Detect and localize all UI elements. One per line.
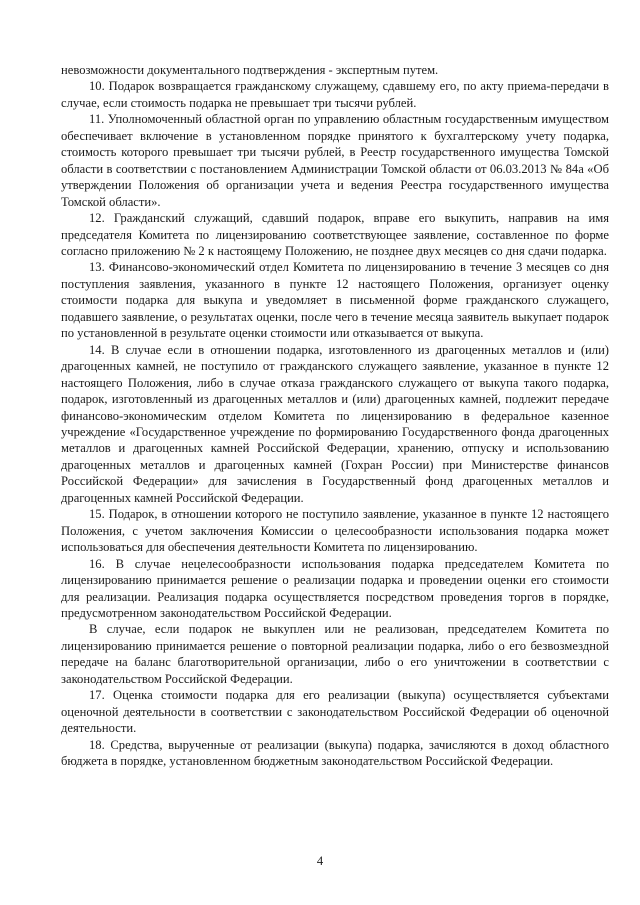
- page-number: 4: [316, 854, 324, 868]
- paragraph-11: 11. Уполномоченный областной орган по управлению областным государственным имуществом обеспечивает включение в установленном порядке принятого к бухгалтерскому учету подарка, стоимость которого превышает три тысячи рублей, в Реестр государственного имущества Томской области в соответствии с постановлением Администрации Томской области от 06.03.2013 № 84а «Об утверждении Положения об организации учета и ведения Реестра государственного имущества Томской области».: [61, 112, 609, 209]
- paragraph-continuation: невозможности документального подтверждения - экспертным путем.: [61, 63, 439, 77]
- paragraph-12: 12. Гражданский служащий, сдавший подарок, вправе его выкупить, направив на имя председателя Комитета по лицензированию соответствующее заявление, составленное по форме согласно приложению № 2 к настоящему Положению, не позднее двух месяцев со дня сдачи подарка.: [61, 211, 609, 258]
- paragraph-13: 13. Финансово-экономический отдел Комитета по лицензированию в течение 3 месяцев со дня поступления заявления, указанного в пункте 12 настоящего Положения, организует оценку стоимости подарка для выкупа и уведомляет в письменной форме гражданского служащего, подавшего заявление, о результатах оценки, после чего в течение месяца заявитель выкупает подарок по установленной в результате оценки стоимости или отказывается от выкупа.: [61, 260, 609, 341]
- document-page: [61, 62, 609, 769]
- paragraph-10: 10. Подарок возвращается гражданскому служащему, сдавшему его, по акту приема-передачи в случае, если стоимость подарка не превышает три тысячи рублей.: [61, 79, 609, 110]
- paragraph-14: 14. В случае если в отношении подарка, изготовленного из драгоценных металлов и (или) драгоценных камней, не поступило от гражданского служащего заявление, указанное в пункте 12 настоящего Положения, либо в случае отказа гражданского служащего от выкупа такого подарка, подарок, изготовленный из драгоценных металлов и (или) драгоценных камней, подлежит передаче финансово-экономическим отделом Комитета по лицензированию в федеральное казенное учреждение «Государственное учреждение по формированию Государственного фонда драгоценных металлов и драгоценных камней Российской Федерации, хранению, отпуску и использованию драгоценных металлов и драгоценных камней (Гохран России) при Министерстве финансов Российской Федерации» для зачисления в Государственный фонд драгоценных металлов и драгоценных камней Российской Федерации.: [61, 342, 609, 505]
- paragraph-16: 16. В случае нецелесообразности использования подарка председателем Комитета по лицензированию принимается решение о реализации подарка и проведении оценки его стоимости для реализации. Реализация подарка осуществляется посредством проведения торгов в порядке, предусмотренном законодательством Российской Федерации.: [61, 556, 609, 620]
- paragraph-15: 15. Подарок, в отношении которого не поступило заявление, указанное в пункте 12 настоящего Положения, с учетом заключения Комиссии о целесообразности использования подарка может использоваться для обеспечения деятельности Комитета по лицензированию.: [61, 507, 609, 555]
- paragraph-18: 18. Средства, вырученные от реализации (выкупа) подарка, зачисляются в доход областного бюджета в порядке, установленном бюджетным законодательством Российской Федерации.: [61, 737, 609, 769]
- paragraph-16-continued: В случае, если подарок не выкуплен или не реализован, председателем Комитета по лицензированию принимается решение о повторной реализации подарка, либо о его безвозмездной передаче на баланс благотворительной организации, либо о его уничтожении в соответствии с законодательством Российской Федерации.: [61, 622, 609, 686]
- paragraph-17: 17. Оценка стоимости подарка для его реализации (выкупа) осуществляется субъектами оценочной деятельности в соответствии с законодательством Российской Федерации об оценочной деятельности.: [61, 688, 609, 736]
